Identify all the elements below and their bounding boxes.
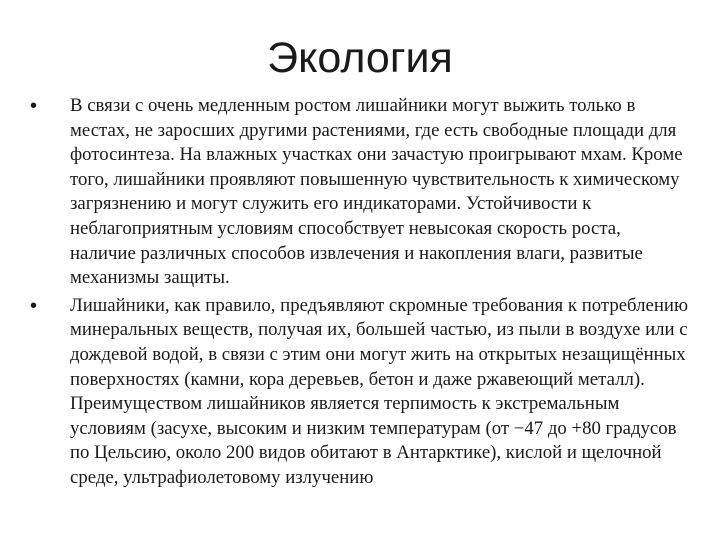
bullet-icon: • [30,95,38,117]
slide-title: Экология [267,34,453,82]
bullet-item-1 [30,94,690,291]
bullet-text: Лишайники, как правило, предъявляют скромные требования к потреблению минеральных веществ, получая их, большей частью, из пыли в воздухе или с дождевой водой, в связи с этим они могут жить на открытых незащищённых поверхностях (камни, кора деревьев, бетон и даже ржавеющий металл). Преимуществом лишайников является терпимость к экстремальным условиям (засухе, высоким и низким температурам (от −47 до +80 градусов по Цельсию, около 200 видов обитают в Антарктике), кислой и щелочной среде, ультрафиолетовому излучению [70,294,688,488]
bullet-text: В связи с очень медленным ростом лишайники могут выжить только в местах, не заросших другими растениями, где есть свободные площади для фотосинтеза. На влажных участках они зачастую проигрывают мхам. Кроме того, лишайники проявляют повышенную чувствительность к химическому загрязнению и могут служить его индикаторами. Устойчивости к неблагоприятным условиям способствует невысокая скорость роста, наличие различных способов извлечения и накопления влаги, развитые механизмы защиты. [70,95,683,289]
bullet-item-2 [30,294,690,491]
bullet-icon: • [30,294,38,317]
bullet-list [30,94,690,494]
